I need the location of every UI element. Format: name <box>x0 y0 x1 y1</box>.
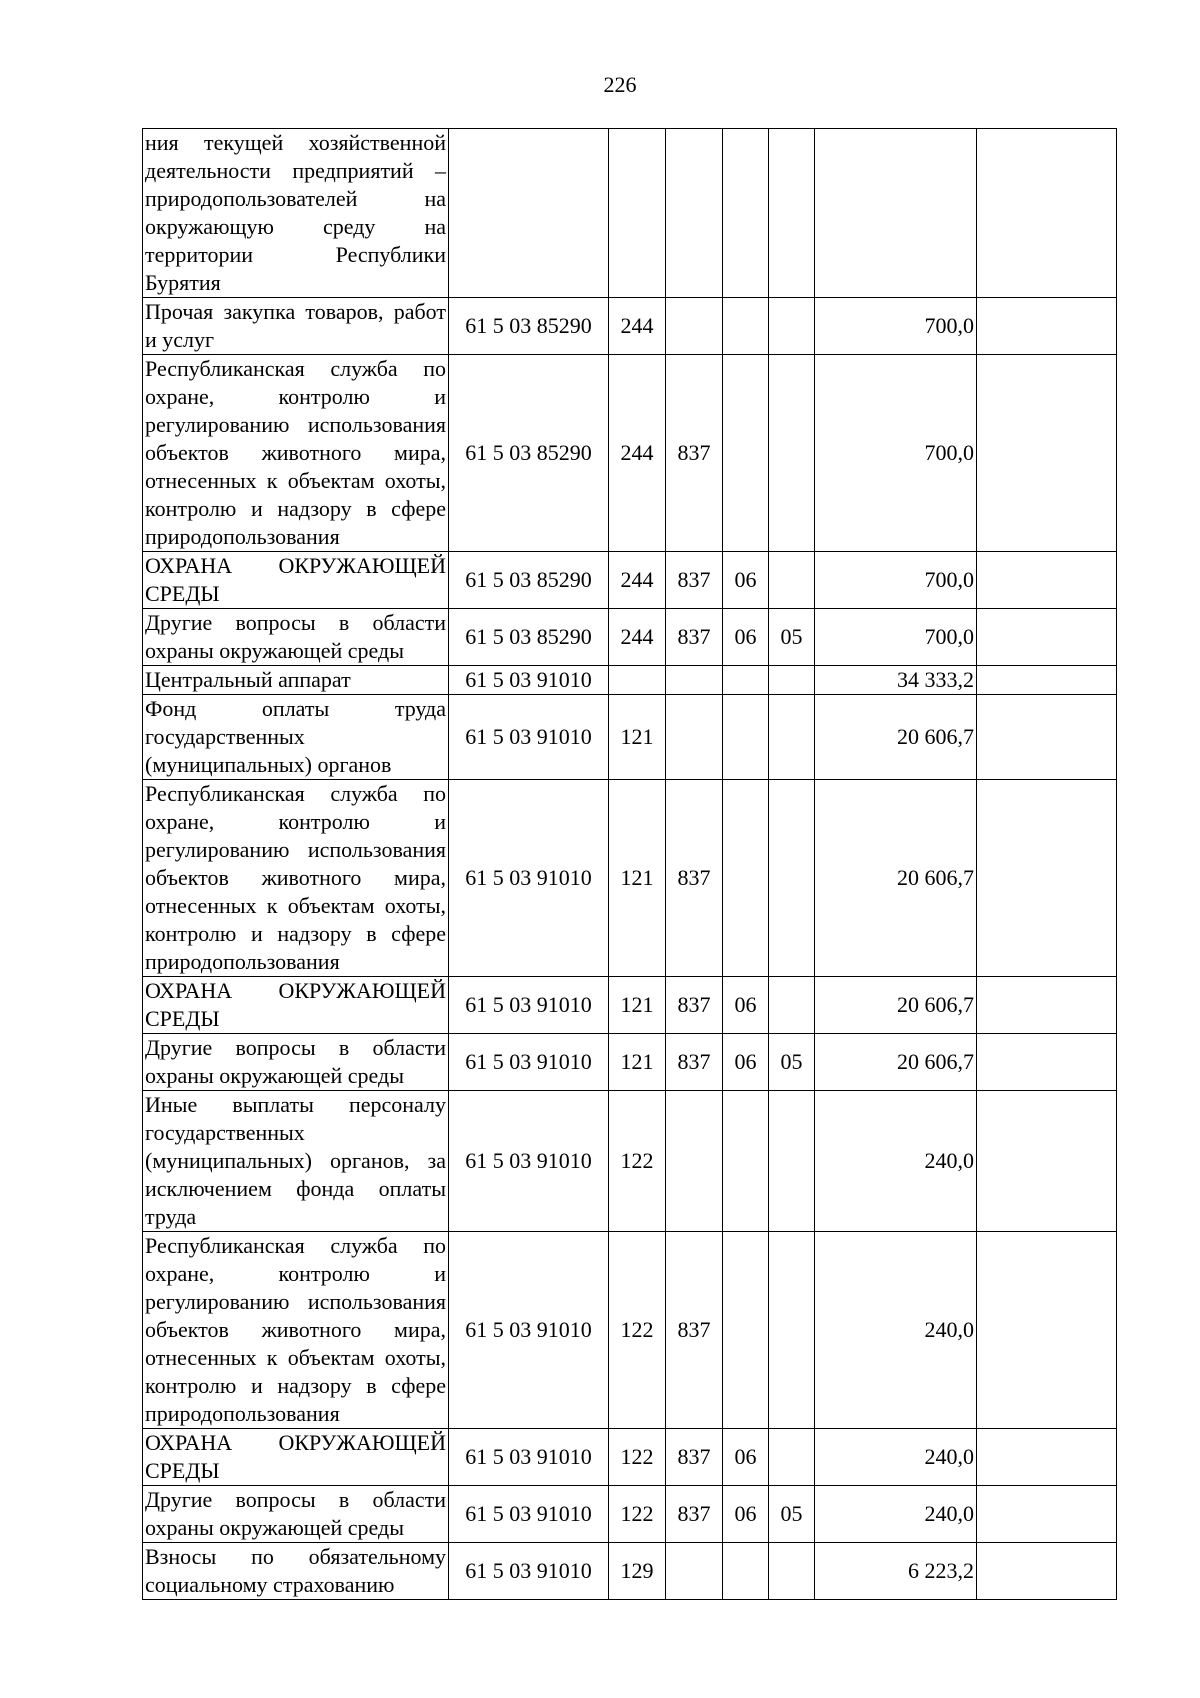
extra-cell <box>977 129 1117 298</box>
row-name-cell: ОХРАНА ОКРУЖАЮЩЕЙ СРЕДЫ <box>143 552 449 609</box>
expense-type-cell: 244 <box>609 355 666 552</box>
administrator-cell <box>666 129 723 298</box>
amount-cell: 700,0 <box>815 552 977 609</box>
target-code-cell: 61 5 03 85290 <box>449 609 609 666</box>
administrator-cell: 837 <box>666 1486 723 1543</box>
administrator-cell <box>666 1543 723 1600</box>
amount-cell <box>815 129 977 298</box>
row-name-cell: ОХРАНА ОКРУЖАЮЩЕЙ СРЕДЫ <box>143 1429 449 1486</box>
amount-cell: 240,0 <box>815 1429 977 1486</box>
target-code-cell <box>449 129 609 298</box>
extra-cell <box>977 609 1117 666</box>
extra-cell <box>977 1034 1117 1091</box>
row-name-cell: Прочая закупка товаров, работ и услуг <box>143 298 449 355</box>
subsection-cell <box>769 552 815 609</box>
table-row <box>143 298 1117 355</box>
subsection-cell <box>769 129 815 298</box>
subsection-cell <box>769 780 815 977</box>
administrator-cell: 837 <box>666 977 723 1034</box>
subsection-cell <box>769 1091 815 1232</box>
target-code-cell: 61 5 03 91010 <box>449 1429 609 1486</box>
amount-cell: 700,0 <box>815 609 977 666</box>
target-code-cell: 61 5 03 85290 <box>449 552 609 609</box>
row-name-cell: Другие вопросы в области охраны окружающей среды <box>143 1486 449 1543</box>
row-name-cell: Иные выплаты персоналу государственных (муниципальных) органов, за исключением фонда оплаты труда <box>143 1091 449 1232</box>
subsection-cell <box>769 1429 815 1486</box>
administrator-cell: 837 <box>666 609 723 666</box>
target-code-cell: 61 5 03 91010 <box>449 1486 609 1543</box>
extra-cell <box>977 666 1117 695</box>
section-cell <box>723 695 769 780</box>
expense-type-cell: 121 <box>609 695 666 780</box>
amount-cell: 20 606,7 <box>815 780 977 977</box>
target-code-cell: 61 5 03 91010 <box>449 1091 609 1232</box>
expense-type-cell: 244 <box>609 609 666 666</box>
subsection-cell <box>769 355 815 552</box>
amount-cell: 240,0 <box>815 1091 977 1232</box>
section-cell <box>723 298 769 355</box>
target-code-cell: 61 5 03 91010 <box>449 666 609 695</box>
section-cell: 06 <box>723 552 769 609</box>
expense-type-cell: 129 <box>609 1543 666 1600</box>
section-cell <box>723 355 769 552</box>
row-name-cell: Республиканская служба по охране, контролю и регулированию использования объектов животного мира, отнесенных к объектам охоты, контролю и надзору в сфере природопользования <box>143 1232 449 1429</box>
expense-type-cell: 121 <box>609 977 666 1034</box>
budget-table <box>142 128 1117 1600</box>
target-code-cell: 61 5 03 91010 <box>449 780 609 977</box>
expense-type-cell: 244 <box>609 552 666 609</box>
extra-cell <box>977 1543 1117 1600</box>
row-name-cell: Другие вопросы в области охраны окружающей среды <box>143 609 449 666</box>
section-cell: 06 <box>723 1486 769 1543</box>
extra-cell <box>977 977 1117 1034</box>
subsection-cell: 05 <box>769 1486 815 1543</box>
target-code-cell: 61 5 03 91010 <box>449 1543 609 1600</box>
table-row <box>143 1091 1117 1232</box>
amount-cell: 34 333,2 <box>815 666 977 695</box>
table-row <box>143 129 1117 298</box>
page-number: 226 <box>603 72 637 97</box>
extra-cell <box>977 355 1117 552</box>
subsection-cell <box>769 695 815 780</box>
table-body <box>143 129 1117 1600</box>
target-code-cell: 61 5 03 91010 <box>449 977 609 1034</box>
row-name-cell: ОХРАНА ОКРУЖАЮЩЕЙ СРЕДЫ <box>143 977 449 1034</box>
row-name-cell: Другие вопросы в области охраны окружающей среды <box>143 1034 449 1091</box>
administrator-cell <box>666 1091 723 1232</box>
table-row <box>143 666 1117 695</box>
amount-cell: 20 606,7 <box>815 695 977 780</box>
target-code-cell: 61 5 03 85290 <box>449 355 609 552</box>
subsection-cell <box>769 977 815 1034</box>
subsection-cell <box>769 1232 815 1429</box>
expense-type-cell: 244 <box>609 298 666 355</box>
subsection-cell <box>769 298 815 355</box>
target-code-cell: 61 5 03 91010 <box>449 695 609 780</box>
row-name-cell: Центральный аппарат <box>143 666 449 695</box>
administrator-cell <box>666 666 723 695</box>
subsection-cell <box>769 1543 815 1600</box>
subsection-cell <box>769 666 815 695</box>
administrator-cell: 837 <box>666 1034 723 1091</box>
administrator-cell <box>666 695 723 780</box>
amount-cell: 6 223,2 <box>815 1543 977 1600</box>
amount-cell: 700,0 <box>815 298 977 355</box>
section-cell <box>723 1091 769 1232</box>
administrator-cell: 837 <box>666 355 723 552</box>
amount-cell: 240,0 <box>815 1232 977 1429</box>
table-row <box>143 977 1117 1034</box>
extra-cell <box>977 298 1117 355</box>
table-row <box>143 609 1117 666</box>
target-code-cell: 61 5 03 91010 <box>449 1232 609 1429</box>
row-name-cell: ния текущей хозяйственной деятельности предприятий – природопользователей на окружающую среду на территории Республики Бурятия <box>143 129 449 298</box>
administrator-cell: 837 <box>666 780 723 977</box>
expense-type-cell: 122 <box>609 1486 666 1543</box>
table-row <box>143 695 1117 780</box>
section-cell: 06 <box>723 1429 769 1486</box>
table-row <box>143 355 1117 552</box>
section-cell: 06 <box>723 1034 769 1091</box>
expense-type-cell: 122 <box>609 1232 666 1429</box>
amount-cell: 700,0 <box>815 355 977 552</box>
row-name-cell: Взносы по обязательному социальному страхованию <box>143 1543 449 1600</box>
subsection-cell: 05 <box>769 609 815 666</box>
table-row <box>143 780 1117 977</box>
amount-cell: 20 606,7 <box>815 977 977 1034</box>
section-cell <box>723 1232 769 1429</box>
extra-cell <box>977 780 1117 977</box>
section-cell <box>723 1543 769 1600</box>
table-row <box>143 1232 1117 1429</box>
extra-cell <box>977 1486 1117 1543</box>
extra-cell <box>977 1232 1117 1429</box>
section-cell <box>723 129 769 298</box>
subsection-cell: 05 <box>769 1034 815 1091</box>
amount-cell: 240,0 <box>815 1486 977 1543</box>
extra-cell <box>977 552 1117 609</box>
section-cell: 06 <box>723 977 769 1034</box>
table-row <box>143 1486 1117 1543</box>
row-name-cell: Республиканская служба по охране, контролю и регулированию использования объектов животного мира, отнесенных к объектам охоты, контролю и надзору в сфере природопользования <box>143 355 449 552</box>
administrator-cell <box>666 298 723 355</box>
row-name-cell: Республиканская служба по охране, контролю и регулированию использования объектов животного мира, отнесенных к объектам охоты, контролю и надзору в сфере природопользования <box>143 780 449 977</box>
administrator-cell: 837 <box>666 1429 723 1486</box>
table-row <box>143 1034 1117 1091</box>
section-cell: 06 <box>723 609 769 666</box>
target-code-cell: 61 5 03 91010 <box>449 1034 609 1091</box>
administrator-cell: 837 <box>666 1232 723 1429</box>
administrator-cell: 837 <box>666 552 723 609</box>
extra-cell <box>977 1091 1117 1232</box>
expense-type-cell: 122 <box>609 1429 666 1486</box>
section-cell <box>723 780 769 977</box>
section-cell <box>723 666 769 695</box>
target-code-cell: 61 5 03 85290 <box>449 298 609 355</box>
expense-type-cell: 121 <box>609 1034 666 1091</box>
row-name-cell: Фонд оплаты труда государственных (муниципальных) органов <box>143 695 449 780</box>
extra-cell <box>977 695 1117 780</box>
table-row <box>143 1543 1117 1600</box>
table-row <box>143 1429 1117 1486</box>
amount-cell: 20 606,7 <box>815 1034 977 1091</box>
expense-type-cell: 122 <box>609 1091 666 1232</box>
expense-type-cell <box>609 666 666 695</box>
expense-type-cell: 121 <box>609 780 666 977</box>
extra-cell <box>977 1429 1117 1486</box>
expense-type-cell <box>609 129 666 298</box>
table-row <box>143 552 1117 609</box>
